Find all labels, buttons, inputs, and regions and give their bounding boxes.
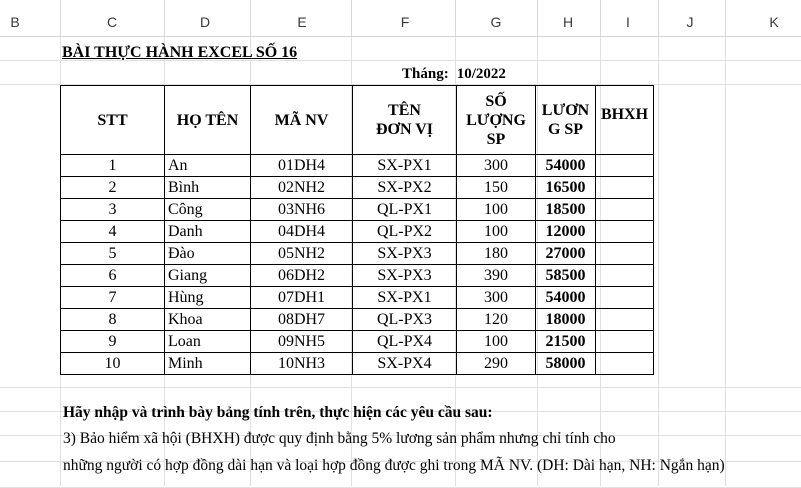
cell-luong[interactable]: 58000	[536, 353, 596, 375]
cell-ma-nv[interactable]: 05NH2	[251, 243, 353, 265]
header-ten-don-vi-line1: TÊN	[388, 102, 421, 119]
cell-don-vi[interactable]: SX-PX2	[353, 177, 457, 199]
cell-so-luong[interactable]: 300	[457, 155, 536, 177]
cell-so-luong[interactable]: 300	[457, 287, 536, 309]
cell-ho-ten[interactable]: An	[165, 155, 251, 177]
cell-don-vi[interactable]: QL-PX2	[353, 221, 457, 243]
grid-vline	[658, 37, 659, 486]
instruction-line-3: những người có hợp đồng dài hạn và loại hợp đồng được ghi trong MÃ NV. (DH: Dài hạn, NH: Ngắn hạn)	[63, 457, 725, 474]
instruction-line-2: 3) Bảo hiểm xã hội (BHXH) được quy định bằng 5% lương sản phẩm nhưng chỉ tính cho	[63, 430, 616, 447]
header-so-luong-line3: SP	[486, 130, 506, 148]
table-row	[61, 331, 654, 353]
header-ma-nv[interactable]: MÃ NV	[251, 86, 353, 155]
column-separator[interactable]	[250, 0, 251, 36]
column-header-c[interactable]: C	[106, 14, 118, 30]
header-ten-don-vi-line2: ĐƠN VỊ	[375, 121, 434, 138]
cell-ma-nv[interactable]: 07DH1	[251, 287, 353, 309]
cell-so-luong[interactable]: 150	[457, 177, 536, 199]
column-separator[interactable]	[164, 0, 165, 36]
cell-luong[interactable]: 16500	[536, 177, 596, 199]
cell-ho-ten[interactable]: Danh	[165, 221, 251, 243]
cell-bhxh[interactable]	[596, 243, 654, 265]
column-header-d[interactable]: D	[199, 14, 211, 30]
column-header-g[interactable]: G	[490, 14, 502, 30]
cell-stt[interactable]: 8	[61, 309, 165, 331]
cell-stt[interactable]: 9	[61, 331, 165, 353]
column-header-i[interactable]: I	[626, 14, 630, 30]
column-header-h[interactable]: H	[562, 14, 574, 30]
table-row	[61, 309, 654, 331]
cell-so-luong[interactable]: 390	[457, 265, 536, 287]
cell-stt[interactable]: 10	[61, 353, 165, 375]
grid-hline	[0, 387, 801, 388]
sheet-title: BÀI THỰC HÀNH EXCEL SỐ 16	[62, 44, 298, 61]
header-so-luong-sp[interactable]	[457, 86, 536, 155]
column-header-b[interactable]: B	[10, 14, 20, 30]
header-luong-sp[interactable]	[536, 86, 596, 155]
header-so-luong-line2: LƯỢNG	[466, 111, 526, 129]
cell-ma-nv[interactable]: 01DH4	[251, 155, 353, 177]
cell-luong[interactable]: 58500	[536, 265, 596, 287]
header-ten-don-vi[interactable]	[353, 86, 457, 155]
cell-ho-ten[interactable]: Khoa	[165, 309, 251, 331]
header-ho-ten[interactable]: HỌ TÊN	[165, 86, 251, 155]
cell-ma-nv[interactable]: 10NH3	[251, 353, 353, 375]
cell-don-vi[interactable]: SX-PX3	[353, 265, 457, 287]
cell-so-luong[interactable]: 120	[457, 309, 536, 331]
header-luong-line2: G SP	[547, 121, 584, 138]
cell-stt[interactable]: 3	[61, 199, 165, 221]
column-separator[interactable]	[60, 0, 61, 36]
month-label: Tháng:	[402, 66, 449, 82]
column-header-k[interactable]: K	[769, 14, 779, 30]
cell-ma-nv[interactable]: 02NH2	[251, 177, 353, 199]
cell-bhxh[interactable]	[596, 309, 654, 331]
column-separator[interactable]	[455, 0, 456, 36]
cell-so-luong[interactable]: 290	[457, 353, 536, 375]
cell-stt[interactable]: 2	[61, 177, 165, 199]
header-bhxh[interactable]: BHXH	[596, 86, 654, 155]
header-stt[interactable]: STT	[61, 86, 165, 155]
cell-luong[interactable]: 12000	[536, 221, 596, 243]
cell-ho-ten[interactable]: Minh	[165, 353, 251, 375]
table-row	[61, 243, 654, 265]
instruction-heading: Hãy nhập và trình bày bảng tính trên, thực hiện các yêu cầu sau:	[63, 404, 493, 421]
cell-luong[interactable]: 54000	[536, 155, 596, 177]
header-so-luong-line1: SỐ	[485, 92, 507, 110]
cell-ho-ten[interactable]: Loan	[165, 331, 251, 353]
table-row	[61, 287, 654, 309]
table-row	[61, 265, 654, 287]
grid-vline	[725, 37, 726, 486]
cell-stt[interactable]: 4	[61, 221, 165, 243]
month-value: 10/2022	[456, 66, 506, 82]
cell-bhxh[interactable]	[596, 265, 654, 287]
cell-don-vi[interactable]: SX-PX1	[353, 155, 457, 177]
table-row	[61, 221, 654, 243]
cell-don-vi[interactable]: SX-PX1	[353, 287, 457, 309]
cell-ho-ten[interactable]: Công	[165, 199, 251, 221]
table-row	[61, 177, 654, 199]
cell-don-vi[interactable]: QL-PX1	[353, 199, 457, 221]
cell-don-vi[interactable]: QL-PX3	[353, 309, 457, 331]
cell-stt[interactable]: 6	[61, 265, 165, 287]
cell-bhxh[interactable]	[596, 353, 654, 375]
cell-luong[interactable]: 21500	[536, 331, 596, 353]
cell-ma-nv[interactable]: 09NH5	[251, 331, 353, 353]
cell-ma-nv[interactable]: 08DH7	[251, 309, 353, 331]
cell-luong[interactable]: 27000	[536, 243, 596, 265]
table-row	[61, 199, 654, 221]
cell-luong[interactable]: 18500	[536, 199, 596, 221]
cell-stt[interactable]: 7	[61, 287, 165, 309]
cell-so-luong[interactable]: 180	[457, 243, 536, 265]
column-header-j[interactable]: J	[686, 14, 694, 30]
cell-bhxh[interactable]	[596, 287, 654, 309]
cell-so-luong[interactable]: 100	[457, 221, 536, 243]
cell-don-vi[interactable]: SX-PX4	[353, 353, 457, 375]
cell-ma-nv[interactable]: 06DH2	[251, 265, 353, 287]
table-body	[61, 155, 654, 375]
cell-ma-nv[interactable]: 04DH4	[251, 221, 353, 243]
cell-ho-ten[interactable]: Hùng	[165, 287, 251, 309]
cell-bhxh[interactable]	[596, 199, 654, 221]
cell-ho-ten[interactable]: Bình	[165, 177, 251, 199]
salary-table	[60, 85, 654, 375]
cell-stt[interactable]: 5	[61, 243, 165, 265]
cell-bhxh[interactable]	[596, 155, 654, 177]
cell-ho-ten[interactable]: Đào	[165, 243, 251, 265]
cell-ma-nv[interactable]: 03NH6	[251, 199, 353, 221]
header-luong-line1: LƯƠN	[541, 102, 590, 119]
cell-don-vi[interactable]: SX-PX3	[353, 243, 457, 265]
table-row	[61, 155, 654, 177]
cell-so-luong[interactable]: 100	[457, 199, 536, 221]
cell-ho-ten[interactable]: Giang	[165, 265, 251, 287]
month-line	[402, 66, 506, 83]
column-separator[interactable]	[600, 0, 601, 36]
column-separator[interactable]	[537, 0, 538, 36]
column-separator[interactable]	[351, 0, 352, 36]
table-row	[61, 353, 654, 375]
cell-bhxh[interactable]	[596, 331, 654, 353]
table-header-row	[61, 86, 654, 155]
column-separator[interactable]	[725, 0, 726, 36]
cell-don-vi[interactable]: QL-PX4	[353, 331, 457, 353]
column-header-bar	[0, 0, 801, 37]
cell-luong[interactable]: 54000	[536, 287, 596, 309]
cell-bhxh[interactable]	[596, 177, 654, 199]
column-header-f[interactable]: F	[400, 14, 410, 30]
cell-bhxh[interactable]	[596, 221, 654, 243]
column-separator[interactable]	[658, 0, 659, 36]
column-header-e[interactable]: E	[297, 14, 307, 30]
cell-stt[interactable]: 1	[61, 155, 165, 177]
cell-luong[interactable]: 18000	[536, 309, 596, 331]
cell-so-luong[interactable]: 100	[457, 331, 536, 353]
